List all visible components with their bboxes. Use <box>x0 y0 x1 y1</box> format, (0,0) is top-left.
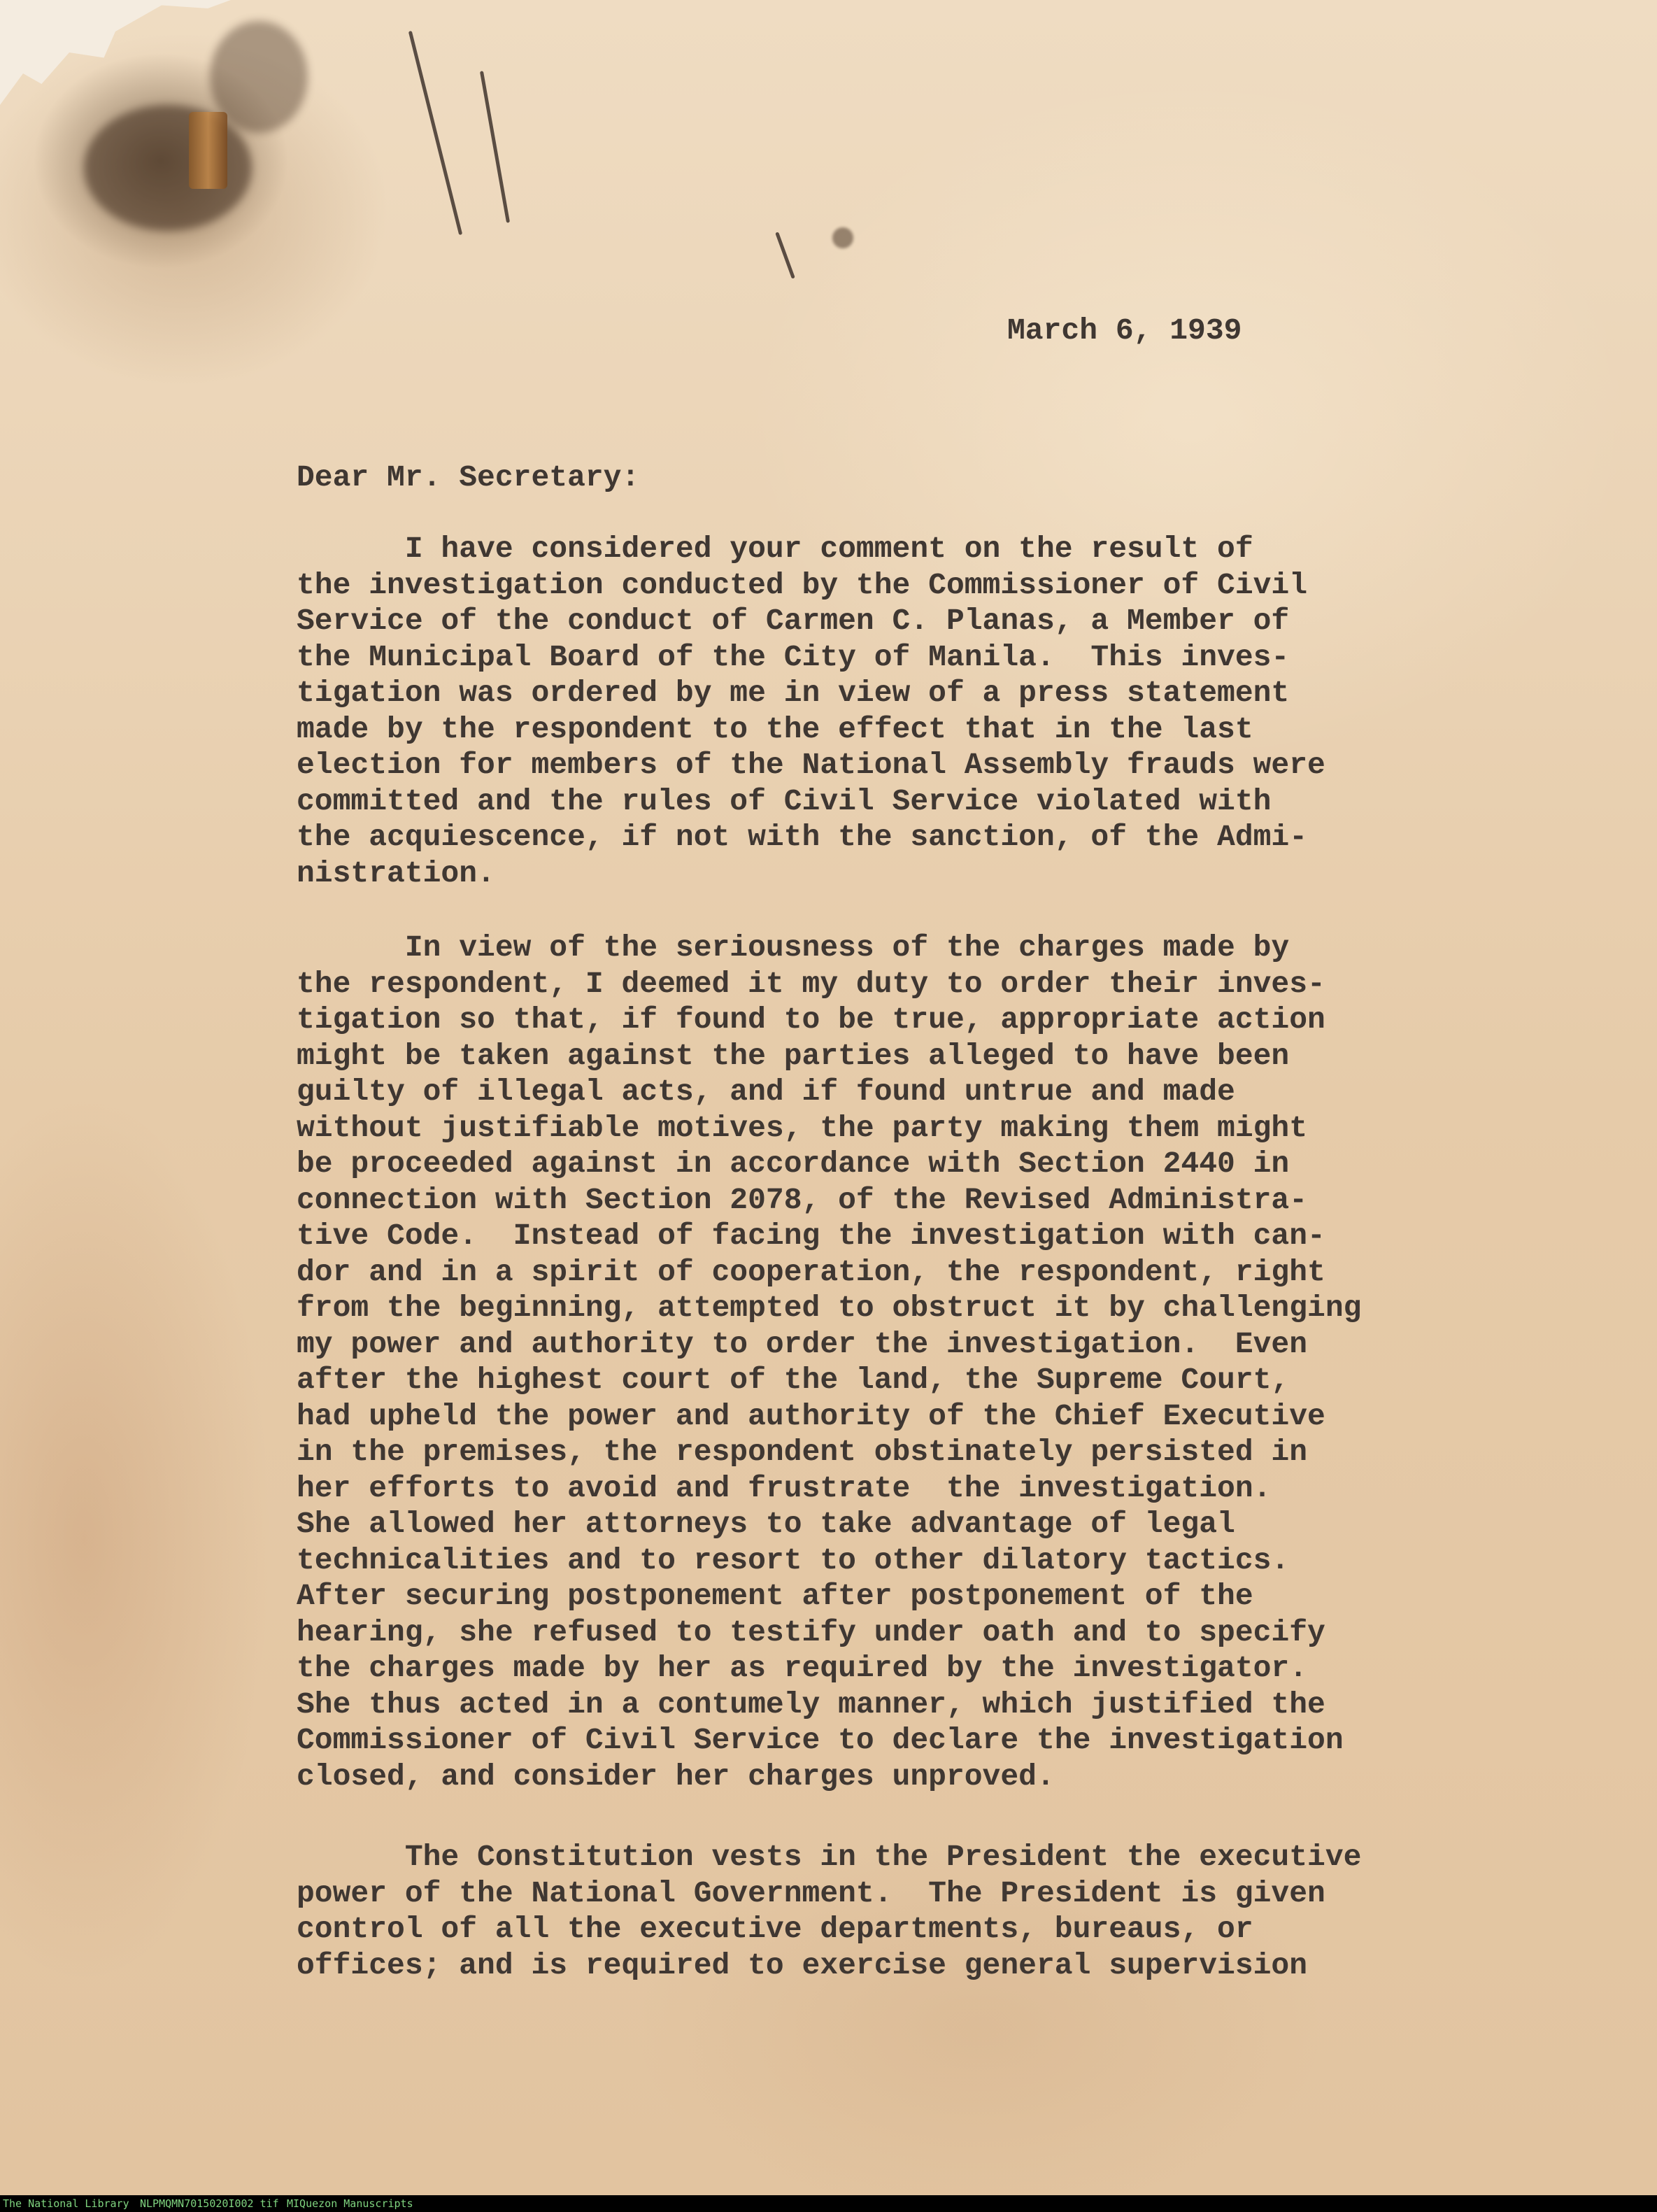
letter-line: Commissioner of Civil Service to declare the investigation <box>297 1723 1344 1757</box>
footer-file: NLPMQMN7015020I002 tif <box>140 2197 279 2210</box>
letter-line: the respondent, I deemed it my duty to order their inves- <box>297 966 1325 1001</box>
letter-line: nistration. <box>297 856 495 891</box>
letter-line: closed, and consider her charges unproved. <box>297 1759 1055 1794</box>
letter-line: tive Code. Instead of facing the investigation with can- <box>297 1219 1325 1253</box>
salutation: Dear Mr. Secretary: <box>297 460 640 495</box>
letter-line: Service of the conduct of Carmen C. Planas, a Member of <box>297 604 1290 638</box>
letter-line: the acquiescence, if not with the sanction, of the Admi- <box>297 820 1308 854</box>
footer-library: The National Library <box>3 2197 129 2210</box>
letter-line: the investigation conducted by the Commissioner of Civil <box>297 567 1308 602</box>
pencil-mark <box>775 232 795 278</box>
stain <box>832 227 853 248</box>
letter-line: technicalities and to resort to other dilatory tactics. <box>297 1543 1290 1578</box>
letter-line: committed and the rules of Civil Service violated with <box>297 784 1272 818</box>
letter-line: the charges made by her as required by the investigator. <box>297 1651 1308 1685</box>
pencil-mark <box>408 31 462 235</box>
letter-line: had upheld the power and authority of the Chief Executive <box>297 1398 1325 1433</box>
letter-line: hearing, she refused to testify under oath and to specify <box>297 1615 1325 1650</box>
pencil-mark <box>480 71 510 223</box>
letter-line: In view of the seriousness of the charges made by <box>297 930 1290 965</box>
letter-line: be proceeded against in accordance with Section 2440 in <box>297 1147 1290 1181</box>
letter-line: power of the National Government. The President is given <box>297 1876 1325 1910</box>
letter-line: her efforts to avoid and frustrate the investigation. <box>297 1470 1272 1505</box>
letter-line: my power and authority to order the investigation. Even <box>297 1326 1308 1361</box>
letter-line: in the premises, the respondent obstinately persisted in <box>297 1435 1308 1469</box>
letter-line: after the highest court of the land, the Supreme Court, <box>297 1363 1290 1397</box>
letter-date: March 6, 1939 <box>1007 313 1242 348</box>
letter-line: connection with Section 2078, of the Revised Administra- <box>297 1182 1308 1217</box>
letter-line: She allowed her attorneys to take advantage of legal <box>297 1507 1235 1541</box>
letter-line: guilty of illegal acts, and if found untrue and made <box>297 1075 1235 1109</box>
letter-line: made by the respondent to the effect that in the last <box>297 711 1253 746</box>
letter-line: might be taken against the parties alleged to have been <box>297 1038 1290 1073</box>
letter-line: offices; and is required to exercise general supervision <box>297 1948 1308 1983</box>
scan-footer <box>0 2195 1657 2212</box>
letter-line: tigation was ordered by me in view of a press statement <box>297 676 1290 710</box>
letter-line: control of all the executive departments, bureaus, or <box>297 1912 1253 1946</box>
letter-line: The Constitution vests in the President the executive <box>297 1840 1362 1874</box>
letter-line: the Municipal Board of the City of Manila. This inves- <box>297 639 1290 674</box>
letter-line: election for members of the National Assembly frauds were <box>297 748 1325 782</box>
torn-corner <box>0 0 231 105</box>
letter-line: After securing postponement after postponement of the <box>297 1579 1253 1613</box>
letter-line: She thus acted in a contumely manner, which justified the <box>297 1687 1325 1722</box>
footer-collection: MIQuezon Manuscripts <box>287 2197 413 2210</box>
letter-line: I have considered your comment on the result of <box>297 532 1253 566</box>
letter-line: tigation so that, if found to be true, appropriate action <box>297 1002 1325 1037</box>
rusted-staple <box>189 112 227 189</box>
letter-line: from the beginning, attempted to obstruct it by challenging <box>297 1291 1362 1325</box>
letter-line: without justifiable motives, the party making them might <box>297 1110 1308 1145</box>
letter-line: dor and in a spirit of cooperation, the respondent, right <box>297 1254 1325 1289</box>
